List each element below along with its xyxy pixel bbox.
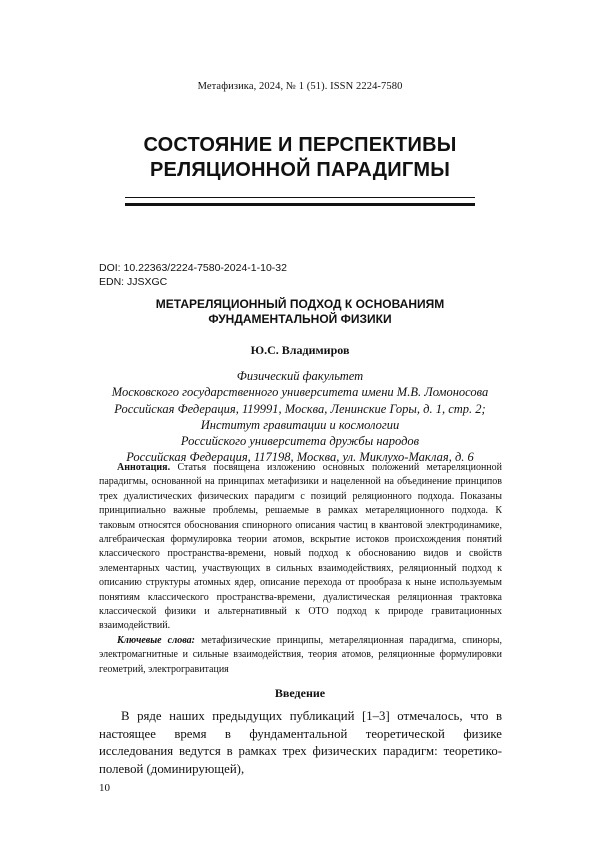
- section-title-line: РЕЛЯЦИОННОЙ ПАРАДИГМЫ: [150, 159, 450, 181]
- divider-thick: [125, 203, 475, 206]
- keywords-label: Ключевые слова:: [117, 634, 195, 646]
- intro-heading: Введение: [274, 686, 326, 700]
- intro-paragraph: В ряде наших предыдущих публикаций [1–3] отмечалось, что в настоящее время в фундаментальной теоретической физике исследования ведутся в рамках трех физических парадигм: теоретико-полевой (доминирующей),: [99, 709, 502, 776]
- abstract-block: [99, 461, 502, 677]
- article-title: [0, 297, 600, 326]
- affiliation: [0, 368, 600, 466]
- page-number: 10: [99, 782, 110, 794]
- edn: EDN: JJSXGC: [99, 275, 168, 288]
- abstract-label: Аннотация.: [117, 462, 171, 473]
- keywords: [99, 634, 502, 677]
- affiliation-line: Российская Федерация, 119991, Москва, Ленинские Горы, д. 1, стр. 2;: [114, 401, 486, 416]
- section-title-line: СОСТОЯНИЕ И ПЕРСПЕКТИВЫ: [143, 134, 457, 156]
- article-title-line: ФУНДАМЕНТАЛЬНОЙ ФИЗИКИ: [208, 311, 392, 326]
- divider-thin: [125, 197, 475, 198]
- author: Ю.С. Владимиров: [250, 343, 350, 357]
- article-title-line: МЕТАРЕЛЯЦИОННЫЙ ПОДХОД К ОСНОВАНИЯМ: [155, 297, 445, 311]
- doi[interactable]: DOI: 10.22363/2224-7580-2024-1-10-32: [99, 262, 287, 274]
- abstract-text: Статья посвящена изложению основных положений метареляционной парадигмы, основанной на принципах метафизики и нацеленной на объединение принципов трех дуалистических физических парадигм с позиций реляционного подхода. Показаны принципиально важные проблемы, решаемые в рамках метареляционного подхода. К таковым относятся обоснования спинорного описания частиц в квантовой электродинамике, алгебраическая формулировка теории атомов, вскрытие истоков происхождения понятий классического пространства-времени, новый подход к обоснованию видов и свойств элементарных частиц, участвующих в сильных взаимодействиях, реляционный подход к описанию структуры атомных ядер, описание перехода от прообраза к ныне используемым понятиям классического пространства-времени, дуалистическая реляционная трактовка классической физики и альтернативный к ОТО подход к природе гравитационных взаимодействий.: [99, 462, 502, 632]
- article-identifiers: [99, 262, 287, 289]
- affiliation-line: Институт гравитации и космологии: [200, 417, 400, 432]
- affiliation-line: Физический факультет: [236, 369, 364, 383]
- journal-header: Метафизика, 2024, № 1 (51). ISSN 2224-7580: [197, 81, 403, 92]
- affiliation-line: Московского государственного университета имени М.В. Ломоносова: [111, 385, 489, 400]
- keywords-text: метафизические принципы, метареляционная парадигма, спиноры, электромагнитные и сильные взаимодействия, теория атомов, реляционные формулировки геометрий, электрогравитация: [99, 634, 503, 675]
- intro-body: [99, 708, 502, 778]
- affiliation-line: Российская Федерация, 117198, Москва, ул. Миклухо-Маклая, д. 6: [126, 450, 474, 465]
- abstract: [99, 461, 502, 634]
- affiliation-line: Российского университета дружбы народов: [180, 434, 420, 449]
- section-title: [0, 133, 600, 183]
